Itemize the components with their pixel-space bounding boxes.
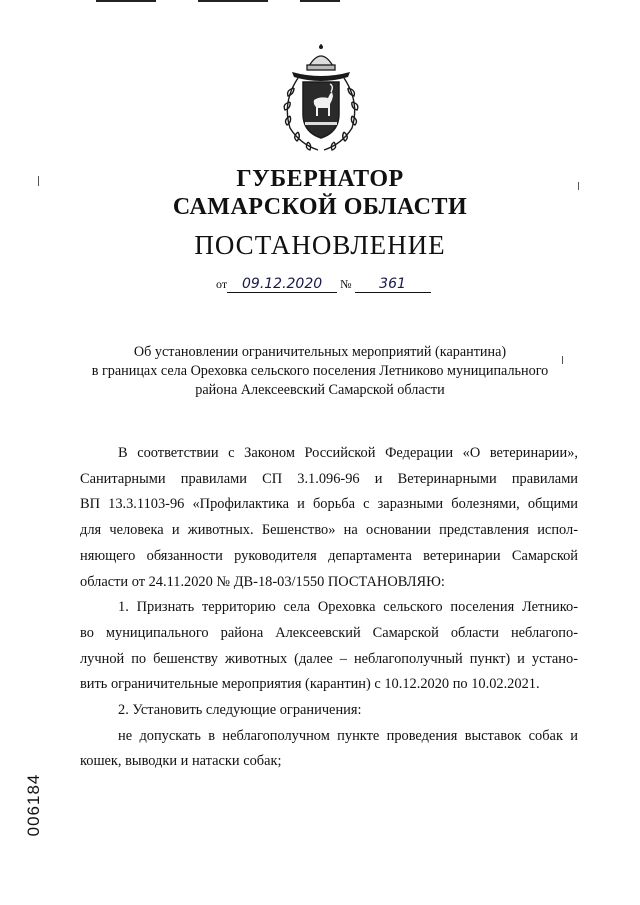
issuer-line-2: САМАРСКОЙ ОБЛАСТИ [172,194,468,220]
body-line: няющего обязанности руководителя департамента ветеринарии Самарской [80,547,578,564]
issuer-line-1: ГУБЕРНАТОР [236,166,404,192]
body-line: не допускать в неблагополучном пункте проведения выставок собак и [118,727,578,744]
coat-of-arms-icon [278,44,364,156]
body-line: кошек, выводки и натаски собак; [80,753,282,770]
body-line: лучной по бешенству животных (далее – неблагополучный пункт) и устано- [80,650,578,667]
body-line: В соответствии с Законом Российской Федерации «О ветеринарии», [118,445,578,461]
body-line: во муниципального района Алексеевский Самарской области неблагопо- [80,624,578,641]
scan-mark [198,0,268,2]
date-prefix: от [216,277,228,291]
body-line: 1. Признать территорию села Ореховка сельского поселения Летнико- [118,599,578,616]
body-line: для человека и животных. Бешенство» на основании представления испол- [80,522,578,539]
date-value: 09.12.2020 [227,276,337,293]
side-number-text: 006184 [24,773,43,837]
document-type-title: ПОСТАНОВЛЕНИЕ [194,230,446,260]
subject-line: района Алексеевский Самарской области [195,382,445,398]
date-number-line [216,276,431,293]
number-prefix: № [340,277,352,291]
body-line: области от 24.11.2020 № ДВ-18-03/1550 ПОСТАНОВЛЯЮ: [80,573,445,590]
body-line: ВП 13.3.1103-96 «Профилактика и борьба с заразными болезнями, общими [80,496,578,513]
side-registration-number [24,770,44,840]
document-body [80,441,578,775]
document-subject [60,343,580,400]
scan-mark [96,0,156,2]
body-line: Санитарными правилами СП 3.1.096-96 и Ветеринарными правилами [80,470,578,487]
scan-mark [300,0,340,2]
body-line: вить ограничительные мероприятия (карантин) с 10.12.2020 по 10.02.2021. [80,676,540,693]
number-value: 361 [355,276,431,293]
subject-line: Об установлении ограничительных мероприятий (карантина) [133,344,507,360]
body-line: 2. Установить следующие ограничения: [118,702,362,719]
subject-line: в границах села Ореховка сельского поселения Летниково муниципального [91,363,549,379]
